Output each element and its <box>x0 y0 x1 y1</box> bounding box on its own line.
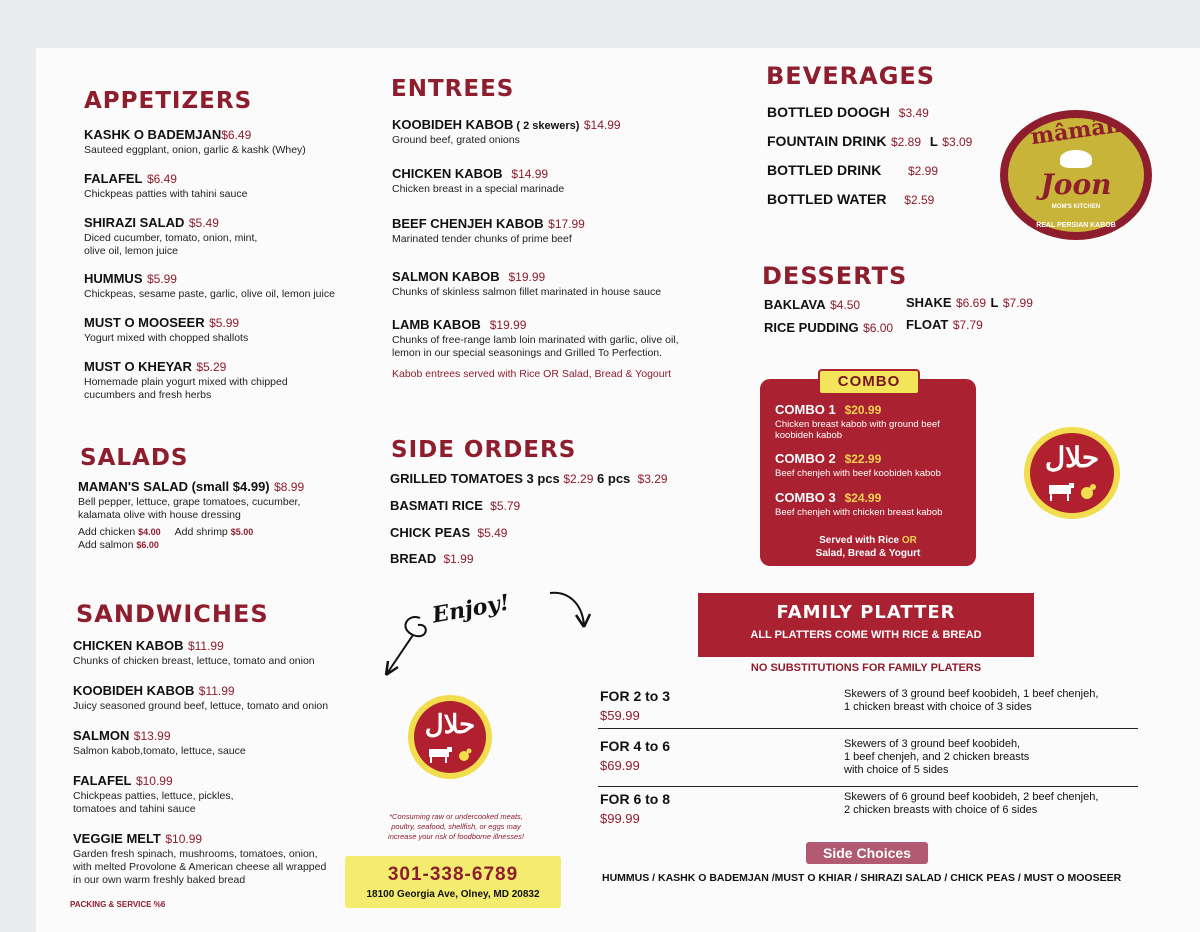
combo-price: $22.99 <box>844 452 882 466</box>
menu-item <box>390 551 720 566</box>
platter-price: $59.99 <box>600 708 640 723</box>
item-price: $2.29 <box>563 472 594 486</box>
item-name: RICE PUDDING <box>764 320 859 335</box>
item-price: $5.49 <box>188 216 219 230</box>
item-desc: Ground beef, grated onions <box>392 134 520 146</box>
platter-size: FOR 2 to 3 <box>600 688 671 704</box>
menu-item <box>73 637 363 668</box>
entrees-list <box>392 116 722 360</box>
item-desc: cucumbers and fresh herbs <box>84 389 212 401</box>
item-name: BOTTLED DRINK <box>767 162 882 178</box>
item-name: GRILLED TOMATOES 3 pcs <box>390 471 560 486</box>
menu-item <box>392 316 722 360</box>
platter-size: FOR 6 to 8 <box>600 791 671 807</box>
item-note: ( 2 skewers) <box>513 120 580 132</box>
menu-item <box>767 162 997 180</box>
add-shrimp: Add shrimp <box>174 526 228 538</box>
menu-item <box>390 471 720 486</box>
platter-price: $69.99 <box>600 758 640 773</box>
item-price: $4.50 <box>830 298 861 312</box>
item-desc: Chunks of skinless salmon fillet marinated in house sauce <box>392 286 662 298</box>
item-name: MUST O MOOSEER <box>84 315 205 330</box>
item-price: $2.59 <box>904 193 935 207</box>
combo-item <box>775 489 970 518</box>
halal-badge <box>1024 427 1120 519</box>
item-desc: Chunks of chicken breast, lettuce, tomato and onion <box>73 655 315 667</box>
combo-price: $20.99 <box>844 403 882 417</box>
combo-desc: Beef chenjeh with beef koobideh kabob <box>775 468 941 479</box>
item-name: KOOBIDEH KABOB <box>73 683 195 698</box>
item-desc: Chickpeas, sesame paste, garlic, olive oil, lemon juice <box>84 288 335 300</box>
logo-main-text: Joon <box>1040 168 1112 201</box>
item-desc: Bell pepper, lettuce, grape tomatoes, cucumber, <box>78 496 301 508</box>
logo-top-text: mâmân <box>1029 111 1123 151</box>
menu-item: FOUNTAIN DRINK $2.89 L $3.09 <box>767 133 973 149</box>
restaurant-logo <box>1000 110 1152 240</box>
menu-item <box>84 270 354 301</box>
cow-chicken-icon <box>426 745 474 765</box>
item-price: $6.49 <box>146 172 177 186</box>
menu-item <box>392 116 722 147</box>
combo-name: COMBO 2 <box>775 451 836 466</box>
side-choices-label: Side Choices <box>806 842 928 864</box>
item-name: HUMMUS <box>84 271 143 286</box>
item-price: $2.99 <box>908 164 939 178</box>
family-platter-row <box>598 738 1138 787</box>
item-name: BEEF CHENJEH KABOB <box>392 216 544 231</box>
item-desc: Diced cucumber, tomato, onion, mint, <box>84 232 258 244</box>
combo-desc: Chicken breast kabob with ground beef <box>775 419 940 430</box>
item-desc: lemon in our special seasonings and Grilled To Perfection. <box>392 347 663 359</box>
combo-panel <box>760 379 976 566</box>
item-name: LAMB KABOB <box>392 317 481 332</box>
item-name: FLOAT <box>906 317 949 332</box>
sandwiches-heading: SANDWICHES <box>76 600 269 628</box>
enjoy-text: Enjoy! <box>430 589 512 629</box>
menu-item <box>73 772 363 816</box>
appetizers-list <box>84 126 354 402</box>
menu-item <box>767 191 997 209</box>
item-desc: olive oil, lemon juice <box>84 245 178 257</box>
side-choices-list: HUMMUS / KASHK O BADEMJAN /MUST O KHIAR / SHIRAZI SALAD / CHICK PEAS / MUST O MOOSEER <box>602 872 1122 884</box>
platter-desc: Skewers of 6 ground beef koobideh, 2 beef chenjeh, 2 chicken breasts with choice of 6 sides <box>844 791 1099 816</box>
item-price: $10.99 <box>165 832 203 846</box>
item-price: $14.99 <box>583 118 621 132</box>
item-price: $13.99 <box>133 729 171 743</box>
appetizers-heading: APPETIZERS <box>84 88 253 114</box>
halal-text: حلال <box>1044 442 1100 473</box>
item-price: $6.49 <box>221 128 252 142</box>
item-price: $11.99 <box>198 684 235 698</box>
beverages-list <box>767 104 997 209</box>
item-name: FOUNTAIN DRINK <box>767 133 887 149</box>
item-price: $1.99 <box>443 552 474 566</box>
add-chicken: Add chicken <box>78 526 136 538</box>
item-name: SHAKE <box>906 295 952 310</box>
item-desc: kalamata olive with house dressing <box>78 509 241 521</box>
menu-item <box>73 682 363 713</box>
combo-name: COMBO 1 <box>775 402 836 417</box>
combo-tag: COMBO <box>818 369 920 395</box>
menu-item <box>84 170 354 201</box>
menu-item <box>84 358 354 402</box>
food-warning: *Consuming raw or undercooked meats, poultry, seafood, shellfish, or eggs may increase your risk of foodborne illnesses! <box>388 812 524 841</box>
item-desc: Chickpeas patties with tahini sauce <box>84 188 248 200</box>
menu-item <box>390 498 720 513</box>
item-desc: Salmon kabob,tomato, lettuce, sauce <box>73 745 246 757</box>
beverages-heading: BEVERAGES <box>766 62 936 90</box>
menu-item <box>84 126 354 157</box>
item-name: 6 pcs <box>597 471 631 486</box>
combo-price: $24.99 <box>844 491 882 505</box>
sandwiches-list <box>73 637 363 887</box>
item-name: BAKLAVA <box>764 297 826 312</box>
item-price: $11.99 <box>187 639 224 653</box>
desserts-heading: DESSERTS <box>762 262 908 290</box>
item-desc: Garden fresh spinach, mushrooms, tomatoes, onion, <box>73 848 318 860</box>
menu-item <box>392 268 722 299</box>
contact-box <box>345 856 561 908</box>
item-price: $3.29 <box>637 472 668 486</box>
combo-item <box>775 401 970 441</box>
no-substitutions-note: NO SUBSTITUTIONS FOR FAMILY PLATERS <box>750 662 982 674</box>
item-desc: Juicy seasoned ground beef, lettuce, tomato and onion <box>73 700 329 712</box>
side-orders-list <box>390 471 720 566</box>
menu-item <box>84 214 354 258</box>
item-price: $5.99 <box>146 272 177 286</box>
platter-size: FOR 4 to 6 <box>600 738 671 754</box>
cow-chicken-icon <box>1046 481 1098 503</box>
menu-item <box>392 215 722 246</box>
packing-fee: PACKING & SERVICE %6 <box>70 900 166 909</box>
salads-heading: SALADS <box>80 445 189 471</box>
item-desc: Marinated tender chunks of prime beef <box>392 233 572 245</box>
item-desc: Chickpeas patties, lettuce, pickles, <box>73 790 234 802</box>
combo-served-note: Served with Rice OR Salad, Bread & Yogurt <box>815 535 921 559</box>
item-price: $5.79 <box>490 499 521 513</box>
address: 18100 Georgia Ave, Olney, MD 20832 <box>366 889 540 900</box>
item-name: BOTTLED DOOGH <box>767 104 890 120</box>
item-name: MAMAN'S SALAD (small $4.99) <box>78 479 270 494</box>
item-desc: Yogurt mixed with chopped shallots <box>84 332 249 344</box>
item-price: $2.89 <box>890 135 921 149</box>
halal-badge <box>408 695 492 779</box>
item-desc: Homemade plain yogurt mixed with chipped <box>84 376 288 388</box>
menu-item <box>84 314 354 345</box>
add-ons: Add chicken $4.00 Add shrimp $5.00 <box>78 526 254 538</box>
item-price: $8.99 <box>274 480 305 494</box>
item-name: BASMATI RICE <box>390 498 483 513</box>
combo-name: COMBO 3 <box>775 490 836 505</box>
menu-item <box>390 525 720 540</box>
halal-text: حلال <box>424 709 476 739</box>
item-desc: Sauteed eggplant, onion, garlic & kashk (Whey) <box>84 144 306 156</box>
item-price: $5.29 <box>196 360 227 374</box>
combo-desc: Beef chenjeh with chicken breast kabob <box>775 507 943 518</box>
item-name: CHICK PEAS <box>390 525 471 540</box>
item-name: BREAD <box>390 551 437 566</box>
logo-band-text: REAL PERSIAN KABOB <box>1036 222 1116 229</box>
logo-subtitle: MOM'S KITCHEN <box>1051 204 1101 210</box>
entrees-heading: ENTREES <box>391 76 515 102</box>
item-desc: tomatoes and tahini sauce <box>73 803 196 815</box>
item-price: $7.79 <box>952 318 983 332</box>
item-price: $3.49 <box>898 106 929 120</box>
family-platter-row <box>598 688 1138 729</box>
entrees-note: Kabob entrees served with Rice OR Salad, Bread & Yogourt <box>392 368 671 380</box>
platter-desc: Skewers of 3 ground beef koobideh, 1 beef chenjeh, and 2 chicken breasts with choice of 5 sides <box>844 738 1030 776</box>
item-price: $17.99 <box>548 217 585 231</box>
platter-desc: Skewers of 3 ground beef koobideh, 1 beef chenjeh, 1 chicken breast with choice of 3 sides <box>844 688 1099 713</box>
family-platter-subtitle: ALL PLATTERS COME WITH RICE & BREAD <box>750 629 982 641</box>
side-orders-heading: SIDE ORDERS <box>391 437 577 463</box>
phone-number[interactable]: 301-338-6789 <box>387 864 519 885</box>
item-price: $5.49 <box>477 526 508 540</box>
family-platter-row <box>598 791 1138 835</box>
item-name: SHIRAZI SALAD <box>84 215 185 230</box>
item-price: $14.99 <box>511 167 549 181</box>
item-name: SALMON KABOB <box>392 269 500 284</box>
item-name: KOOBIDEH KABOB <box>392 117 514 132</box>
menu-item <box>73 727 363 758</box>
menu-item <box>764 319 893 337</box>
item-price: $6.69 <box>955 296 986 310</box>
item-price: $6.00 <box>863 321 894 335</box>
add-salmon-row: Add salmon $6.00 <box>78 539 159 551</box>
item-name: FALAFEL <box>84 171 143 186</box>
item-desc: with melted Provolone & American cheese all wrapped <box>73 861 327 873</box>
salads-list <box>78 478 358 552</box>
menu-item <box>73 830 363 887</box>
item-price: $19.99 <box>508 270 546 284</box>
item-price: $10.99 <box>135 774 173 788</box>
menu-item <box>906 316 983 334</box>
platter-price: $99.99 <box>600 811 640 826</box>
item-name: SALMON <box>73 728 130 743</box>
add-salmon: Add salmon <box>78 539 134 551</box>
item-name: CHICKEN KABOB <box>73 638 184 653</box>
menu-item: SHAKE $6.69 L $7.99 <box>906 295 1033 310</box>
family-platter-title: FAMILY PLATTER <box>776 602 956 623</box>
item-name: CHICKEN KABOB <box>392 166 503 181</box>
item-price: $5.99 <box>209 316 240 330</box>
combo-item <box>775 450 970 479</box>
item-name: FALAFEL <box>73 773 132 788</box>
item-price: $19.99 <box>489 318 527 332</box>
menu-item <box>767 104 997 122</box>
menu-item <box>392 165 722 196</box>
item-name: KASHK O BADEMJAN <box>84 127 222 142</box>
item-name: BOTTLED WATER <box>767 191 887 207</box>
family-platter-banner <box>698 593 1034 657</box>
item-name: VEGGIE MELT <box>73 831 161 846</box>
item-desc: Chunks of free-range lamb loin marinated with garlic, olive oil, <box>392 334 679 346</box>
item-name: MUST O KHEYAR <box>84 359 192 374</box>
combo-desc: koobideh kabob <box>775 430 843 441</box>
item-desc: Chicken breast in a special marinade <box>392 183 565 195</box>
chef-hat-icon <box>1060 150 1092 168</box>
menu-item <box>764 296 860 314</box>
item-desc: in our own warm freshly baked bread <box>73 874 246 886</box>
